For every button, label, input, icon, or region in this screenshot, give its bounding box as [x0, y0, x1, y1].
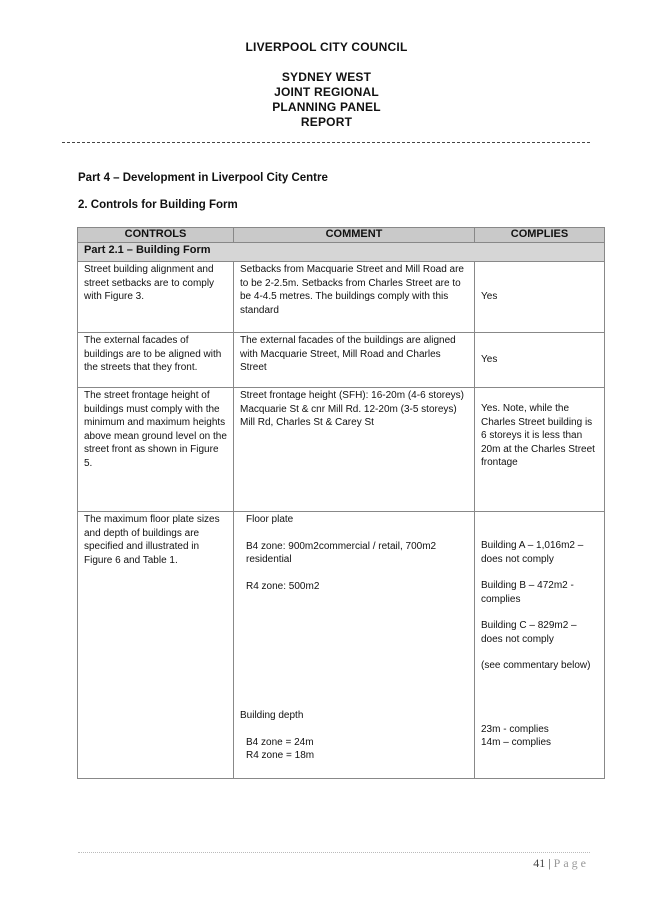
- part-row-label: Part 2.1 – Building Form: [78, 243, 605, 262]
- complies-b4-depth: 23m - complies: [481, 723, 549, 735]
- complies-cell: Yes: [475, 262, 605, 333]
- complies-r4-depth: 14m – complies: [481, 737, 552, 748]
- footer-divider: [78, 852, 590, 853]
- report-title-line-3: PLANNING PANEL: [272, 100, 381, 114]
- comment-b4-floor-plate: B4 zone: 900m2commercial / retail, 700m2 residential: [246, 540, 437, 565]
- column-header-controls: CONTROLS: [78, 228, 234, 243]
- complies-building-b: Building B – 472m2 - complies: [481, 580, 574, 605]
- comment-b4-depth: B4 zone = 24m: [246, 736, 314, 748]
- comment-cell: The external facades of the buildings are aligned with Macquarie Street, Mill Road and Charles Street: [234, 333, 475, 388]
- report-title-line-1: SYDNEY WEST: [281, 70, 372, 84]
- control-cell: Street building alignment and street setbacks are to comply with Figure 3.: [78, 262, 234, 333]
- complies-see-commentary: (see commentary below): [481, 660, 591, 671]
- section-heading: Part 4 – Development in Liverpool City Centre: [78, 172, 328, 184]
- table-header-row: [78, 228, 605, 243]
- complies-cell: Yes. Note, while the Charles Street building is 6 storeys it is less than 20m at the Charles Street frontage: [475, 388, 605, 512]
- part-row: [78, 243, 605, 262]
- complies-building-c: Building C – 829m2 – does not comply: [481, 620, 577, 645]
- column-header-comment: COMMENT: [234, 228, 475, 243]
- page-number-value: 41: [533, 856, 546, 870]
- table-row: [78, 388, 605, 512]
- comment-r4-floor-plate: R4 zone: 500m2: [246, 580, 320, 592]
- table-row: [78, 512, 605, 779]
- complies-cell: [475, 512, 605, 779]
- page-word: Page: [553, 856, 589, 870]
- controls-table: [77, 227, 605, 779]
- complies-cell: Yes: [475, 333, 605, 388]
- report-title-line-2: JOINT REGIONAL: [274, 85, 379, 99]
- page-number: [533, 856, 589, 871]
- complies-building-a: Building A – 1,016m2 – does not comply: [481, 540, 584, 565]
- control-cell: The external facades of buildings are to be aligned with the streets that they front.: [78, 333, 234, 388]
- comment-cell: Setbacks from Macquarie Street and Mill Road are to be 2-2.5m. Setbacks from Charles Street are to be 4-4.5 metres. The buildings comply with this standard: [234, 262, 475, 333]
- column-header-complies: COMPLIES: [475, 228, 605, 243]
- comment-building-depth-heading: Building depth: [240, 710, 304, 721]
- control-cell: The street frontage height of buildings must comply with the minimum and maximum heights above mean ground level on the street front as shown in Figure 5.: [78, 388, 234, 512]
- header-divider: [62, 142, 590, 143]
- comment-cell: [234, 512, 475, 779]
- council-title: LIVERPOOL CITY COUNCIL: [245, 40, 408, 54]
- table-row: [78, 262, 605, 333]
- comment-cell: Street frontage height (SFH): 16-20m (4-6 storeys) Macquarie St & cnr Mill Rd. 12-20m (3-5 storeys) Mill Rd, Charles St & Carey St: [234, 388, 475, 512]
- comment-floor-plate-heading: Floor plate: [246, 514, 294, 525]
- report-title-line-4: REPORT: [300, 115, 353, 129]
- page-separator: |: [548, 856, 551, 870]
- table-row: [78, 333, 605, 388]
- subsection-heading: 2. Controls for Building Form: [78, 199, 238, 211]
- comment-r4-depth: R4 zone = 18m: [246, 750, 315, 761]
- control-cell: The maximum floor plate sizes and depth of buildings are specified and illustrated in Figure 6 and Table 1.: [78, 512, 234, 779]
